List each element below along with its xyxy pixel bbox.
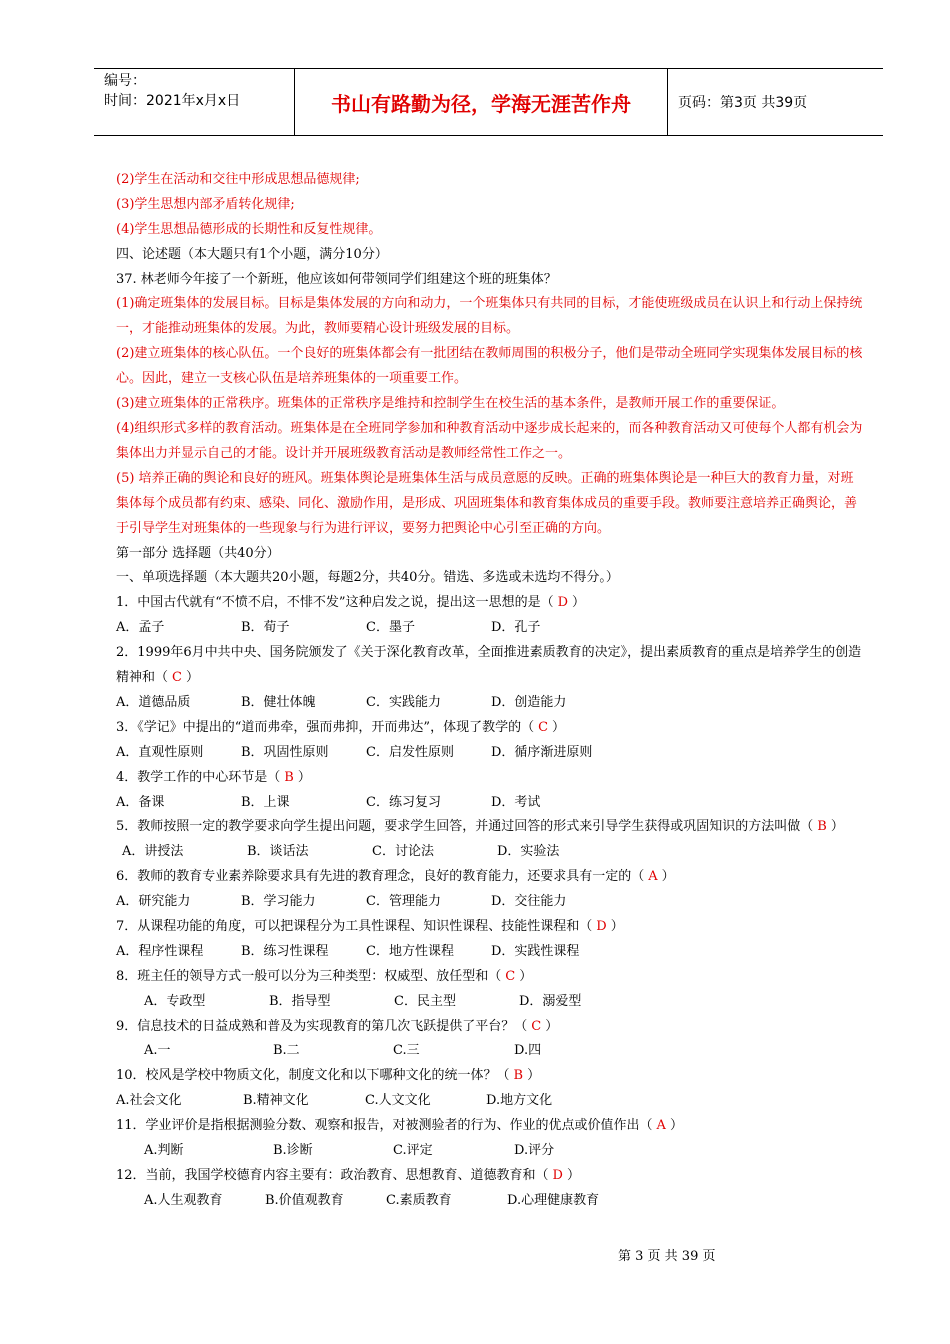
option-c: C．实践能力: [366, 694, 441, 710]
option-c: C．地方性课程: [366, 943, 454, 959]
option-a: A.一: [144, 1043, 171, 1059]
question-close-paren: ）: [572, 595, 586, 611]
option-row: [116, 1039, 866, 1064]
option-d: D.心理健康教育: [507, 1192, 600, 1208]
option-row: [116, 1089, 866, 1114]
answer-line: (4)学生思想品德形成的长期性和反复性规律。: [116, 221, 382, 237]
essay-question: 37. 林老师今年接了一个新班，他应该如何带领同学们组建这个班的班集体？: [116, 271, 557, 287]
option-a: A.社会文化: [116, 1093, 182, 1109]
header-page-info: 页码：第3页 共39页: [678, 95, 808, 111]
header-time-label: 时间：2021年x月x日: [104, 93, 241, 109]
essay-section-title: 四、论述题（本大题只有1个小题，满分10分）: [116, 246, 388, 262]
option-d: D．溺爱型: [519, 993, 582, 1009]
option-b: B．荀子: [241, 620, 290, 636]
question-close-paren: ）: [552, 719, 566, 735]
option-row: [116, 1189, 866, 1214]
question-stem: [116, 915, 866, 940]
option-b: B.二: [273, 1043, 300, 1059]
essay-answer: (1)确定班集体的发展目标。目标是集体发展的方向和动力，一个班集体只有共同的目标，才能使班级成员在认识上和行动上保持统一，才能推动班集体的发展。为此，教师要精心设计班级发展的目标。: [116, 296, 863, 337]
option-c: C．讨论法: [372, 844, 434, 860]
option-c: C．管理能力: [366, 894, 441, 910]
option-c: C．练习复习: [366, 794, 441, 810]
option-a: A．道德品质: [116, 694, 191, 710]
option-c: C．墨子: [366, 620, 415, 636]
question-text: 3．《学记》中提出的“道而弗牵，强而弗抑，开而弗达”，体现了教学的（: [116, 719, 535, 735]
option-row: [116, 990, 866, 1015]
question-close-paren: ）: [185, 670, 199, 685]
question-close-paren: ）: [830, 819, 844, 835]
question-stem: [116, 1164, 866, 1189]
question-close-paren: ）: [545, 1018, 559, 1034]
document-body: [116, 168, 866, 1214]
question-text: 1．中国古代就有“不愤不启，不悱不发”这种启发之说，提出这一思想的是（: [116, 595, 554, 611]
option-b: B．谈话法: [247, 844, 309, 860]
question-text: 11．学业评价是指根据测验分数、观察和报告，对被测验者的行为、作业的优点或价值作出（: [116, 1118, 653, 1134]
header-motto: 书山有路勤为径，学海无涯苦作舟: [295, 69, 668, 135]
question-list: [116, 591, 866, 1213]
question-close-paren: ）: [519, 968, 533, 984]
option-row: [116, 741, 866, 766]
answer-key: D: [557, 595, 569, 611]
option-d: D．实践性课程: [491, 943, 580, 959]
answer-key: C: [538, 719, 549, 735]
question-text: 4．教学工作的中心环节是（: [116, 769, 281, 785]
option-d: D．交往能力: [491, 894, 567, 910]
page-header: [94, 68, 883, 136]
header-number-label: 编号：: [104, 73, 146, 89]
question-text: 9．信息技术的日益成熟和普及为实现教育的第几次飞跃提供了平台？（: [116, 1018, 528, 1034]
answer-key: B: [284, 769, 294, 785]
answer-line: (2)学生在活动和交往中形成思想品德规律;: [116, 172, 360, 187]
question-text: 8．班主任的领导方式一般可以分为三种类型：权威型、放任型和（: [116, 968, 502, 984]
question-stem: [116, 815, 866, 840]
option-row: [116, 840, 866, 865]
option-c: C.素质教育: [386, 1192, 452, 1208]
option-a: A．程序性课程: [116, 943, 204, 959]
option-a: A.判断: [144, 1143, 184, 1159]
option-a: A．直观性原则: [116, 744, 204, 760]
option-c: C．启发性原则: [366, 744, 454, 760]
option-d: D．创造能力: [491, 694, 567, 710]
option-row: [116, 890, 866, 915]
question-stem: [116, 716, 866, 741]
part-title: 第一部分 选择题（共40分）: [116, 545, 280, 561]
question-close-paren: ）: [610, 918, 624, 934]
option-b: B．巩固性原则: [241, 744, 329, 760]
header-meta: [94, 69, 295, 135]
answer-key: B: [817, 819, 827, 835]
option-c: C.评定: [393, 1143, 433, 1159]
option-b: B.价值观教育: [265, 1192, 344, 1208]
option-row: [116, 616, 866, 641]
question-stem: [116, 641, 866, 691]
answer-key: B: [513, 1068, 524, 1084]
option-b: B．学习能力: [241, 894, 316, 910]
option-b: B.精神文化: [243, 1093, 309, 1109]
answer-line: (3)学生思想内部矛盾转化规律;: [116, 196, 295, 212]
option-a: A．研究能力: [116, 894, 191, 910]
question-text: 7．从课程功能的角度，可以把课程分为工具性课程、知识性课程、技能性课程和（: [116, 918, 593, 934]
answer-key: C: [531, 1018, 542, 1034]
option-d: D．孔子: [491, 620, 541, 636]
option-d: D．实验法: [497, 844, 560, 860]
essay-answer: (3)建立班集体的正常秩序。班集体的正常秩序是维持和控制学生在校生活的基本条件，是教师开展工作的重要保证。: [116, 396, 785, 412]
answer-key: D: [596, 918, 607, 934]
option-a: A．专政型: [144, 993, 206, 1009]
question-close-paren: ）: [527, 1068, 541, 1084]
question-stem: [116, 1064, 866, 1089]
option-b: B．上课: [241, 794, 290, 810]
answer-key: A: [656, 1118, 666, 1134]
option-a: A．讲授法: [122, 844, 184, 860]
option-d: D．考试: [491, 794, 541, 810]
essay-answer: (4)组织形式多样的教育活动。班集体是在全班同学参加和种教育活动中逐步成长起来的，而各种教育活动又可使每个人都有机会为集体出力并显示自己的才能。设计并开展班级教育活动是教师经常性工作之一。: [116, 420, 863, 461]
question-text: 10．校风是学校中物质文化，制度文化和以下哪种文化的统一体？（: [116, 1068, 510, 1084]
question-stem: [116, 591, 866, 616]
essay-answer: (2)建立班集体的核心队伍。一个良好的班集体都会有一批团结在教师周围的积极分子，他们是带动全班同学实现集体发展目标的核心。因此，建立一支核心队伍是培养班集体的一项重要工作。: [116, 346, 863, 387]
question-stem: [116, 965, 866, 990]
option-row: [116, 940, 866, 965]
question-text: 2．1999年6月中共中央、国务院颁发了《关于深化教育改革，全面推进素质教育的决定》，提出素质教育的重点是培养学生的创造精神和（: [116, 645, 862, 685]
option-d: D．循序渐进原则: [491, 744, 593, 760]
option-b: B.诊断: [273, 1143, 313, 1159]
question-close-paren: ）: [661, 869, 675, 885]
option-b: B．练习性课程: [241, 943, 329, 959]
question-text: 5．教师按照一定的教学要求向学生提出问题，要求学生回答，并通过回答的形式来引导学生获得或巩固知识的方法叫做（: [116, 819, 814, 835]
mc-section-title: 一、单项选择题（本大题共20小题，每题2分，共40分。错选、多选或未选均不得分。）: [116, 570, 619, 586]
answer-key: C: [172, 670, 182, 685]
question-close-paren: ）: [297, 769, 311, 785]
page-footer: 第 3 页 共 39 页: [618, 1249, 716, 1264]
question-text: 12．当前，我国学校德育内容主要有：政治教育、思想教育、道德教育和（: [116, 1167, 549, 1183]
question-stem: [116, 865, 866, 890]
option-b: B．健壮体魄: [241, 694, 316, 710]
answer-key: D: [552, 1167, 563, 1183]
option-row: [116, 791, 866, 816]
option-a: A.人生观教育: [144, 1192, 223, 1208]
option-a: A．孟子: [116, 620, 165, 636]
question-text: 6．教师的教育专业素养除要求具有先进的教育理念，良好的教育能力，还要求具有一定的（: [116, 869, 645, 885]
option-d: D.地方文化: [486, 1093, 553, 1109]
answer-key: A: [648, 869, 658, 885]
option-row: [116, 691, 866, 716]
question-stem: [116, 1015, 866, 1040]
question-close-paren: ）: [669, 1118, 683, 1134]
question-close-paren: ）: [566, 1167, 580, 1183]
option-c: C.人文文化: [365, 1093, 431, 1109]
answer-key: C: [505, 968, 516, 984]
option-d: D.四: [514, 1043, 542, 1059]
option-c: C.三: [393, 1043, 420, 1059]
option-a: A．备课: [116, 794, 165, 810]
option-b: B．指导型: [269, 993, 331, 1009]
question-stem: [116, 766, 866, 791]
question-stem: [116, 1114, 866, 1139]
essay-answer: (5) 培养正确的舆论和良好的班风。班集体舆论是班集体生活与成员意愿的反映。正确的班集体舆论是一种巨大的教育力量，对班集体每个成员都有约束、感染、同化、激励作用，是形成、巩固班集体和教育集体成员的重要手段。教师要注意培养正确舆论，善于引导学生对班集体的一些现象与行为进行评议，要努力把舆论中心引至正确的方向。: [116, 470, 858, 536]
option-row: [116, 1139, 866, 1164]
option-d: D.评分: [514, 1143, 555, 1159]
option-c: C．民主型: [394, 993, 456, 1009]
